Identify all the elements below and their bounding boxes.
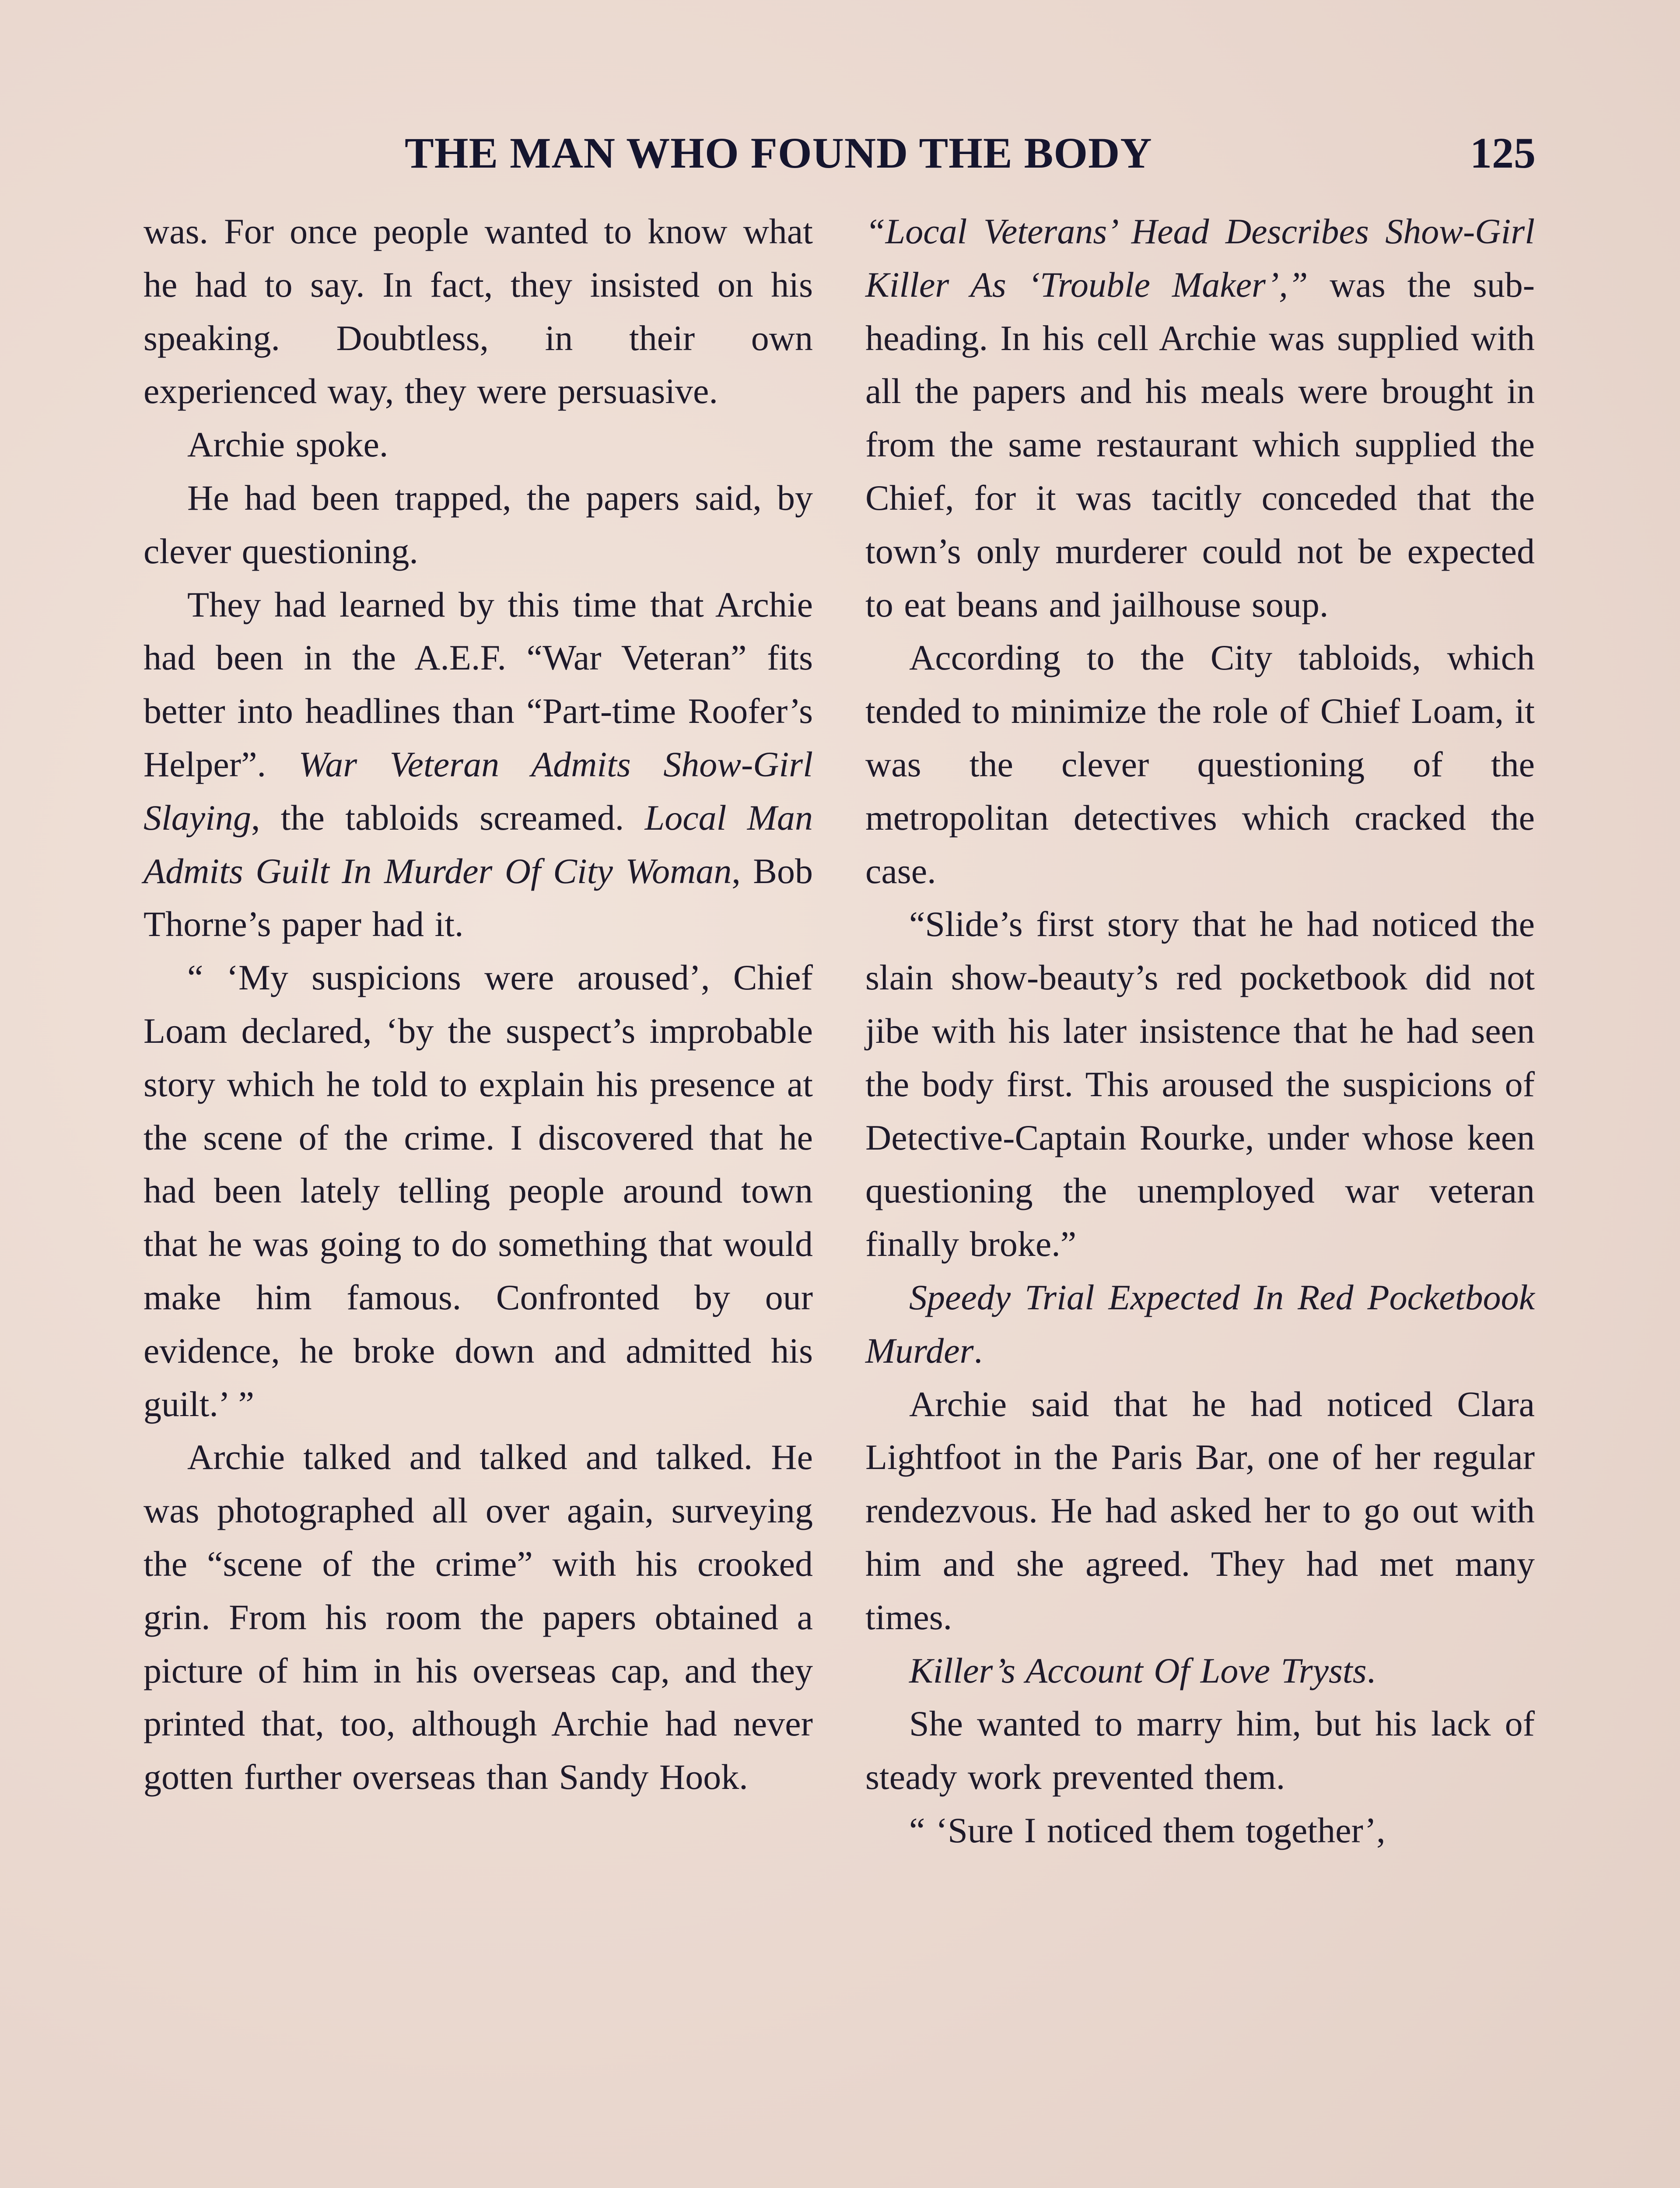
paragraph: [865, 1804, 1535, 1857]
paragraph-text: He had been trapped, the papers said, by clever questioning.: [144, 477, 813, 571]
paragraph-text: According to the City tabloids, which tended to minimize the role of Chief Loam, it was the clever questioning of the metropolitan detectives which cracked the case.: [865, 638, 1535, 891]
paragraph: [865, 1644, 1535, 1697]
paragraph-text: .: [1366, 1650, 1376, 1690]
paragraph: [144, 418, 813, 471]
paragraph-text: Archie talked and talked and talked. He was photographed all over again, surveying the “scene of the crime” with his crooked grin. From his room the papers obtained a picture of him in his overseas cap, and they printed that, too, although Archie had never gotten further overseas than Sandy Hook.: [144, 1437, 813, 1797]
page-number: 125: [1470, 129, 1536, 177]
paragraph: [865, 1378, 1535, 1644]
italic-headline-text: Speedy Trial Expected In Red Pocketbook Murder: [865, 1277, 1535, 1371]
paragraph: [865, 1271, 1535, 1378]
paragraph-text: Archie spoke.: [187, 424, 388, 465]
paragraph-text: , the tabloids screamed.: [251, 797, 645, 838]
italic-headline-text: War Veteran Admits Show-Girl Slaying: [144, 744, 813, 838]
paragraph: [144, 471, 813, 578]
left-text-column: [144, 205, 813, 1804]
paragraph: [865, 205, 1535, 631]
paragraph-text: “ ‘Sure I noticed them together’,: [909, 1810, 1386, 1850]
italic-headline-text: Local Man Admits Guilt In Murder Of City Woman: [144, 797, 813, 891]
paragraph: [144, 578, 813, 951]
page-header: [405, 128, 1536, 189]
paragraph-text: They had learned by this time that Archie had been in the A.E.F. “War Veteran” fits better into headlines than “Part-time Roofer’s Helper”.: [144, 584, 813, 784]
paragraph: [865, 1697, 1535, 1804]
paragraph: [865, 898, 1535, 1271]
paragraph-text: “ ‘My suspicions were aroused’, Chief Loam declared, ‘by the suspect’s improbable story which he told to explain his presence at the scene of the crime. I discovered that he had been lately telling people around town that he was going to do something that would make him famous. Confronted by our evidence, he broke down and admitted his guilt.’ ”: [144, 957, 813, 1424]
paragraph: [144, 205, 813, 418]
paragraph: [144, 1431, 813, 1804]
paragraph-text: was. For once people wanted to know what he had to say. In fact, they insisted on his speaking. Doubtless, in their own experienced way, they were persuasive.: [144, 211, 813, 411]
paragraph-text: Archie said that he had noticed Clara Lightfoot in the Paris Bar, one of her regular rendezvous. He had asked her to go out with him and she agreed. They had met many times.: [865, 1384, 1535, 1637]
paragraph-text: .: [973, 1330, 983, 1371]
right-text-column: [865, 205, 1535, 1857]
paragraph-text: , Bob Thorne’s paper had it.: [144, 851, 813, 944]
italic-headline-text: “Local Veterans’ Head Describes Show-Girl Killer As ‘Trouble Maker’,”: [865, 211, 1535, 305]
italic-headline-text: Killer’s Account Of Love Trysts: [909, 1650, 1367, 1690]
paragraph: [865, 631, 1535, 898]
running-title: THE MAN WHO FOUND THE BODY: [405, 129, 1152, 177]
paragraph-text: She wanted to marry him, but his lack of steady work prevented them.: [865, 1704, 1535, 1797]
paragraph: [144, 951, 813, 1431]
paragraph-text: was the sub-heading. In his cell Archie was supplied with all the papers and his meals were brought in from the same restaurant which supplied the Chief, for it was tacitly conceded that the town’s only murderer could not be expected to eat beans and jailhouse soup.: [865, 264, 1535, 624]
paragraph-text: “Slide’s first story that he had noticed the slain show-beauty’s red pocketbook did not jibe with his later insistence that he had seen the body first. This aroused the suspicions of Detective-Captain Rourke, under whose keen questioning the unemployed war veteran finally broke.”: [865, 904, 1535, 1264]
